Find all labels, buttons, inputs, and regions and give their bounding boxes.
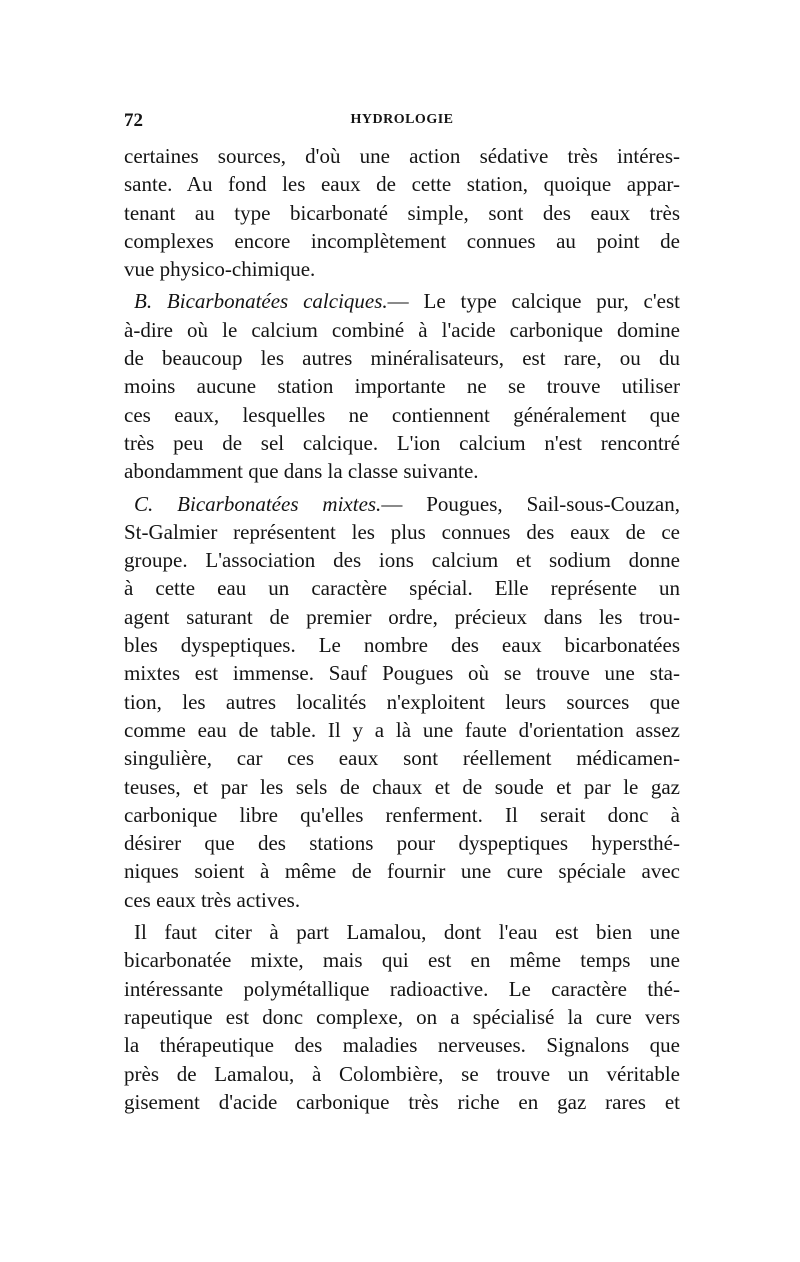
heading-rest: — Le type calcique pur, c'est — [387, 289, 680, 314]
text-line: ces eaux très actives. — [124, 887, 301, 912]
text-line: certaines sources, d'où une action sédative très intéres- — [124, 144, 680, 168]
text-line: sante. Au fond les eaux de cette station, quoique appar- — [124, 172, 680, 197]
text-line: St-Galmier représentent les plus connues des eaux de ce — [124, 519, 680, 544]
paragraph-lamalou — [124, 918, 680, 1116]
text-line: tion, les autres localités n'exploitent leurs sources que — [124, 689, 680, 714]
body-text — [124, 142, 680, 1116]
text-line: teuses, et par les sels de chaux et de soude et par le gaz — [124, 774, 680, 799]
text-line: à-dire où le calcium combiné à l'acide carbonique domine — [124, 317, 680, 342]
text-line: près de Lamalou, à Colombière, se trouve un véritable — [124, 1061, 680, 1086]
text-line — [124, 287, 680, 315]
text-line: tenant au type bicarbonaté simple, sont des eaux très — [124, 200, 680, 225]
text-line: à cette eau un caractère spécial. Elle représente un — [124, 576, 680, 601]
running-title: HYDROLOGIE — [350, 112, 454, 127]
heading-rest: — Pougues, Sail-sous-Couzan, — [381, 491, 680, 516]
text-line: bicarbonatée mixte, mais qui est en même temps une — [124, 948, 680, 973]
text-line: comme eau de table. Il y a là une faute d'orientation assez — [124, 717, 680, 742]
text-line: mixtes est immense. Sauf Pougues où se trouve une sta- — [124, 661, 680, 686]
text-line: niques soient à même de fournir une cure spéciale avec — [124, 859, 680, 884]
section-heading-c: C. Bicarbonatées mixtes. — [134, 491, 382, 516]
text-line: Il faut citer à part Lamalou, dont l'eau est bien une — [134, 920, 680, 945]
paragraph-bicarbonatees-calciques — [124, 287, 680, 485]
text-line: intéressante polymétallique radioactive. Le caractère thé- — [124, 976, 680, 1001]
text-line: très peu de sel calcique. L'ion calcium n'est rencontré — [124, 430, 680, 455]
text-line: vue physico-chimique. — [124, 257, 316, 282]
section-heading-b: B. Bicarbonatées calciques. — [134, 289, 388, 314]
text-line: la thérapeutique des maladies nerveuses. Signalons que — [124, 1033, 680, 1058]
text-line: désirer que des stations pour dyspeptiques hypersthé- — [124, 831, 680, 856]
text-line: groupe. L'association des ions calcium et sodium donne — [124, 548, 680, 573]
text-line: singulière, car ces eaux sont réellement médicamen- — [124, 746, 680, 771]
text-line: de beaucoup les autres minéralisateurs, est rare, ou du — [124, 346, 680, 371]
paragraph-bicarbonatees-mixtes — [124, 490, 680, 914]
text-line: bles dyspeptiques. Le nombre des eaux bicarbonatées — [124, 633, 680, 658]
page-number: 72 — [124, 110, 143, 131]
text-line: moins aucune station importante ne se trouve utiliser — [124, 374, 680, 399]
running-head — [124, 110, 680, 140]
text-line: carbonique libre qu'elles renferment. Il serait donc à — [124, 802, 680, 827]
paragraph-intro-continuation — [124, 142, 680, 283]
book-page — [124, 110, 680, 1116]
text-line: abondamment que dans la classe suivante. — [124, 459, 479, 484]
text-line: gisement d'acide carbonique très riche en gaz rares et — [124, 1089, 680, 1114]
text-line — [124, 490, 680, 518]
text-line: agent saturant de premier ordre, précieux dans les trou- — [124, 604, 680, 629]
text-line: ces eaux, lesquelles ne contiennent généralement que — [124, 402, 680, 427]
text-line: rapeutique est donc complexe, on a spécialisé la cure vers — [124, 1004, 680, 1029]
text-line: complexes encore incomplètement connues au point de — [124, 228, 680, 253]
